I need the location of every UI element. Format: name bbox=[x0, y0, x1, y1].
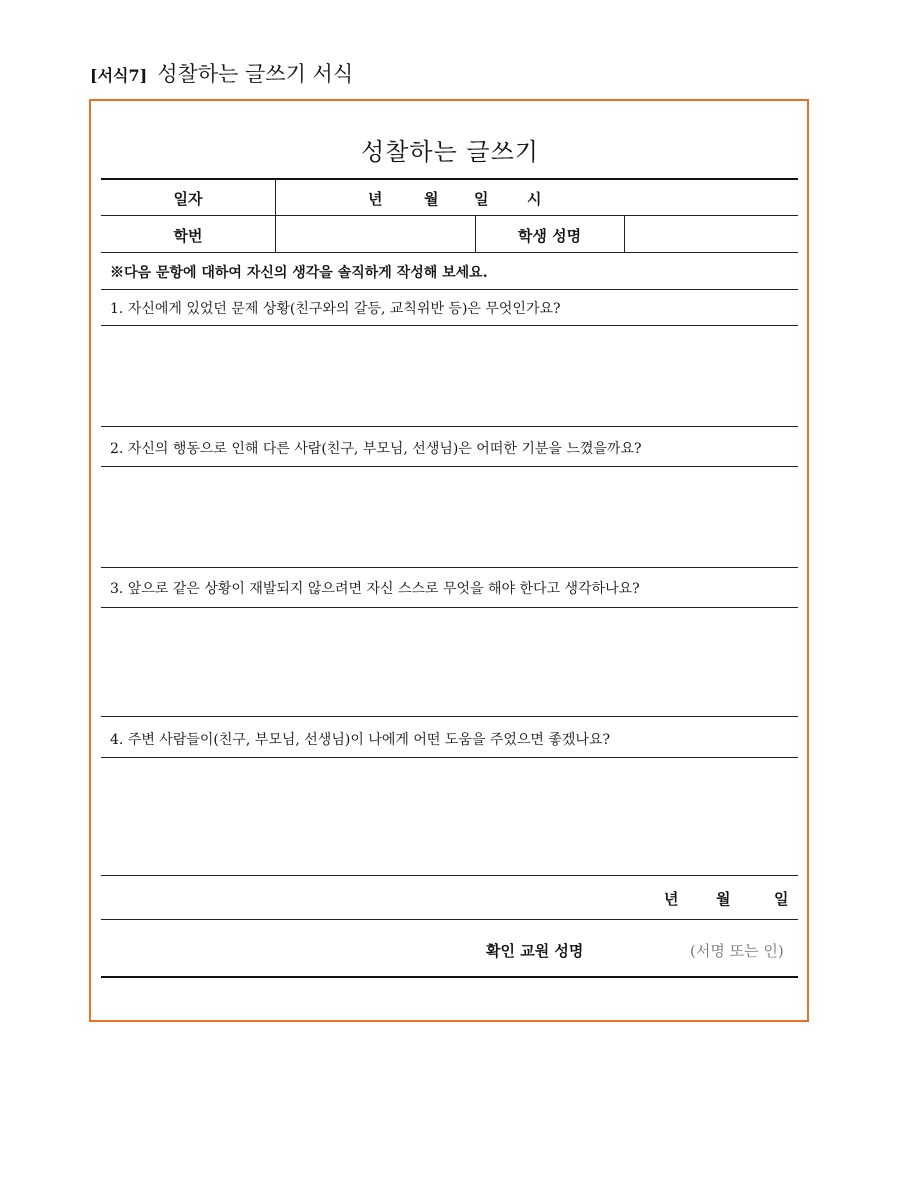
row-divider bbox=[101, 567, 798, 568]
date-label: 일자 bbox=[173, 190, 203, 208]
teacher-name-label: 확인 교원 성명 bbox=[486, 942, 584, 960]
row-divider bbox=[101, 215, 798, 216]
date-year-unit: 년 bbox=[368, 190, 383, 208]
row-divider bbox=[101, 252, 798, 253]
question-1: 1. 자신에게 있었던 문제 상황(친구와의 갈등, 교칙위반 등)은 무엇인가요? bbox=[110, 301, 561, 317]
column-divider bbox=[275, 179, 276, 252]
question-2: 2. 자신의 행동으로 인해 다른 사람(친구, 부모님, 선생님)은 어떠한 기분을 느꼈을까요? bbox=[110, 441, 642, 457]
table-bottom-rule bbox=[101, 976, 798, 978]
signature-year-unit: 년 bbox=[664, 890, 679, 908]
row-divider bbox=[101, 757, 798, 758]
table-top-rule bbox=[101, 178, 798, 180]
date-day-unit: 일 bbox=[474, 190, 489, 208]
signature-month-unit: 월 bbox=[716, 890, 731, 908]
row-divider bbox=[101, 919, 798, 920]
question-4: 4. 주변 사람들이(친구, 부모님, 선생님)이 나에게 어떤 도움을 주었으면 좋겠나요? bbox=[110, 732, 610, 748]
row-divider bbox=[101, 325, 798, 326]
signature-note: (서명 또는 인) bbox=[690, 942, 784, 960]
row-divider bbox=[101, 875, 798, 876]
signature-day-unit: 일 bbox=[774, 890, 789, 908]
date-month-unit: 월 bbox=[424, 190, 439, 208]
page-heading-title: 성찰하는 글쓰기 서식 bbox=[157, 62, 354, 86]
row-divider bbox=[101, 607, 798, 608]
student-name-label: 학생 성명 bbox=[517, 227, 582, 245]
row-divider bbox=[101, 289, 798, 290]
form-number-tag: [서식7] bbox=[90, 66, 148, 85]
row-divider bbox=[101, 426, 798, 427]
date-hour-unit: 시 bbox=[527, 190, 542, 208]
question-3: 3. 앞으로 같은 상황이 재발되지 않으려면 자신 스스로 무엇을 해야 한다고 생각하나요? bbox=[110, 581, 640, 597]
page-heading bbox=[90, 58, 353, 88]
form-title: 성찰하는 글쓰기 bbox=[361, 138, 539, 166]
row-divider bbox=[101, 466, 798, 467]
instruction-text: ※다음 문항에 대하여 자신의 생각을 솔직하게 작성해 보세요. bbox=[110, 265, 488, 281]
student-id-label: 학번 bbox=[173, 227, 203, 245]
row-divider bbox=[101, 716, 798, 717]
column-divider bbox=[624, 215, 625, 252]
